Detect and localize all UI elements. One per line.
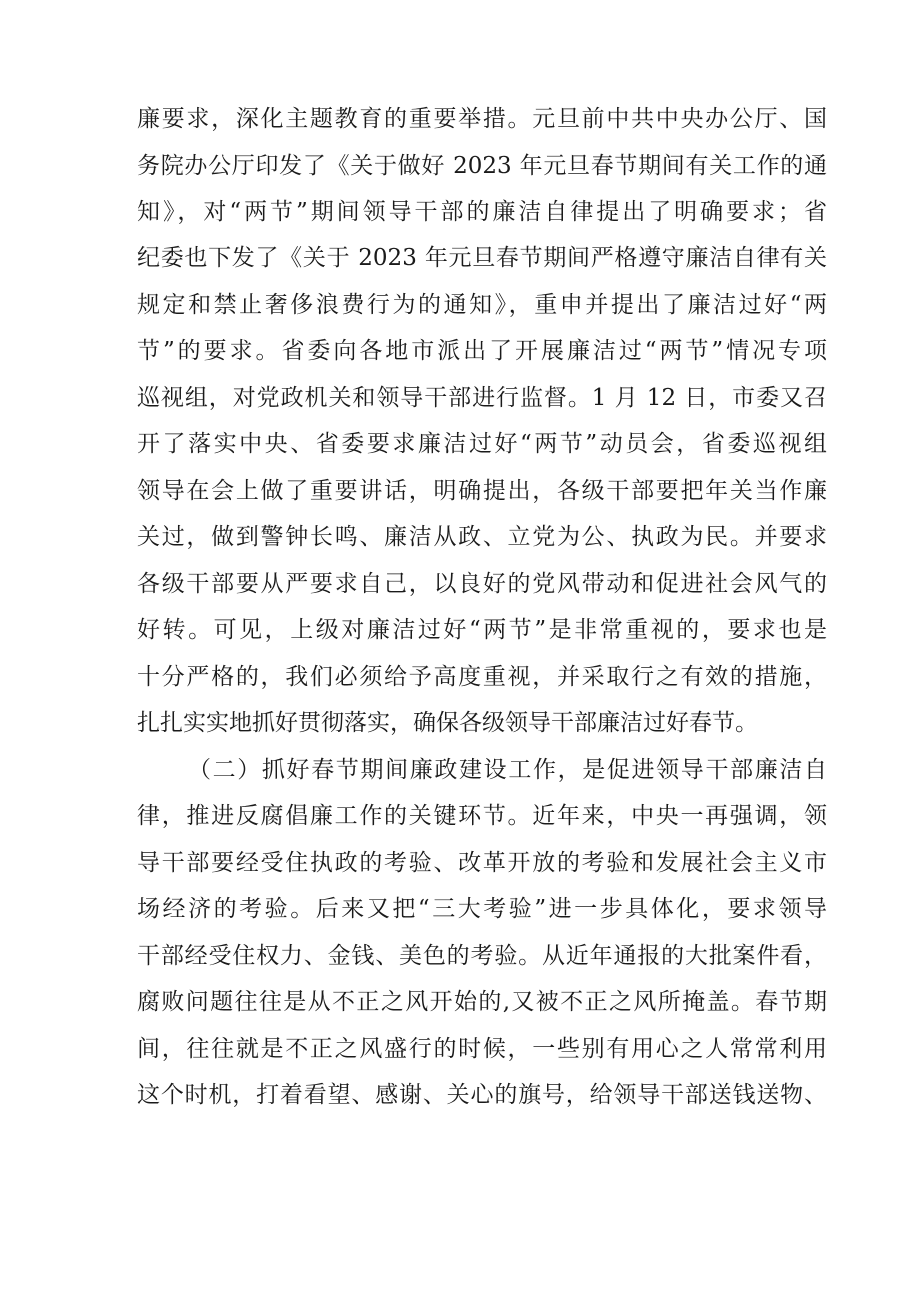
paragraph-line: 好转。可见，上级对廉洁过好“两节”是非常重视的，要求也是 — [137, 617, 827, 643]
paragraph-line: 腐败问题往往是从不正之风开始的,又被不正之风所掩盖。春节期 — [137, 989, 827, 1015]
paragraph-line: 这个时机，打着看望、感谢、关心的旗号，给领导干部送钱送物、 — [137, 1082, 827, 1108]
paragraph-line: 各级干部要从严要求自己，以良好的党风带动和促进社会风气的 — [137, 571, 827, 597]
paragraph-line: 领导在会上做了重要讲话，明确提出，各级干部要把年关当作廉 — [137, 478, 827, 504]
paragraph-line: （二）抓好春节期间廉政建设工作，是促进领导干部廉洁自 — [188, 757, 827, 783]
paragraph-line: 十分严格的，我们必须给予高度重视，并采取行之有效的措施， — [137, 664, 827, 690]
paragraph-line: 干部经受住权力、金钱、美色的考验。从近年通报的大批案件看， — [137, 943, 827, 969]
paragraph-line: 导干部要经受住执政的考验、改革开放的考验和发展社会主义市 — [137, 850, 827, 876]
paragraph-line: 纪委也下发了《关于 2023 年元旦春节期间严格遵守廉洁自律有关 — [137, 245, 827, 271]
paragraph-line: 廉要求，深化主题教育的重要举措。元旦前中共中央办公厅、国 — [137, 106, 827, 132]
paragraph-line: 规定和禁止奢侈浪费行为的通知》，重申并提出了廉洁过好“两 — [137, 292, 827, 318]
paragraph-line: 知》，对“两节”期间领导干部的廉洁自律提出了明确要求；省 — [137, 199, 827, 225]
paragraph-line: 场经济的考验。后来又把“三大考验”进一步具体化，要求领导 — [137, 896, 827, 922]
paragraph-line: 扎扎实实地抓好贯彻落实，确保各级领导干部廉洁过好春节。 — [137, 710, 758, 736]
paragraph-line: 务院办公厅印发了《关于做好 2023 年元旦春节期间有关工作的通 — [137, 153, 827, 179]
paragraph-line: 节”的要求。省委向各地市派出了开展廉洁过“两节”情况专项 — [137, 338, 827, 364]
paragraph-line: 巡视组，对党政机关和领导干部进行监督。1 月 12 日，市委又召 — [137, 385, 827, 411]
paragraph-line: 律，推进反腐倡廉工作的关键环节。近年来，中央一再强调，领 — [137, 803, 827, 829]
paragraph-line: 关过，做到警钟长鸣、廉洁从政、立党为公、执政为民。并要求 — [137, 524, 827, 550]
paragraph-line: 间，往往就是不正之风盛行的时候，一些别有用心之人常常利用 — [137, 1036, 827, 1062]
paragraph-line: 开了落实中央、省委要求廉洁过好“两节”动员会，省委巡视组 — [137, 431, 827, 457]
